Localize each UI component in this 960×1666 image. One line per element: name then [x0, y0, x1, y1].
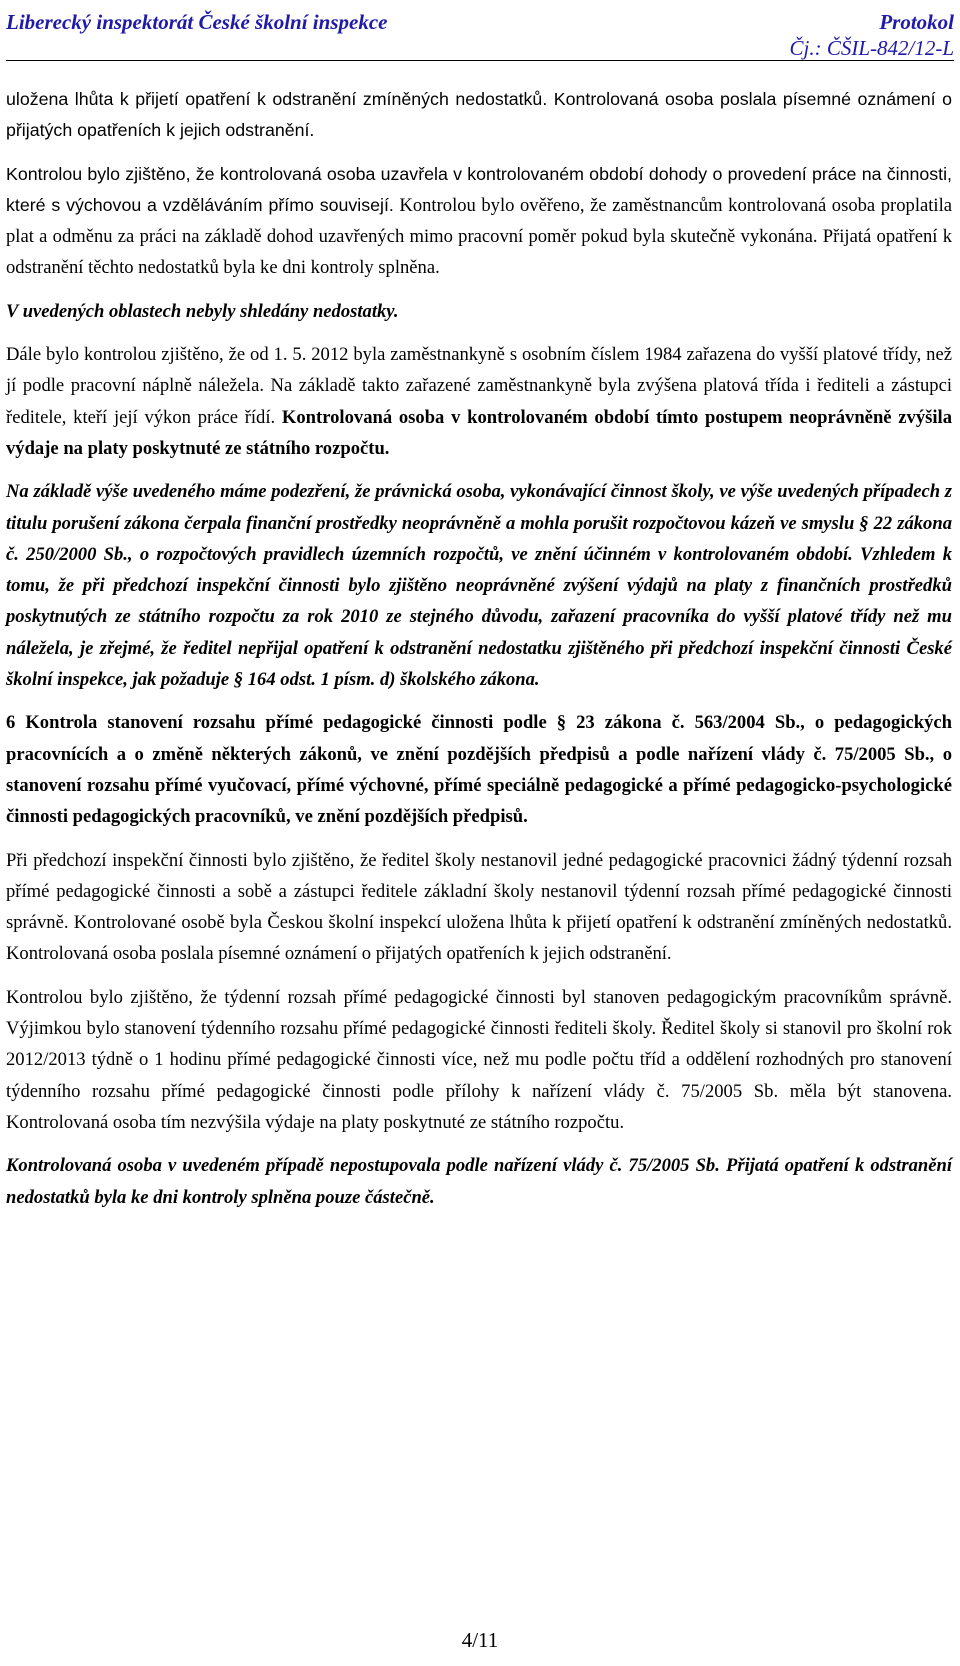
header-document-type: Protokol	[879, 10, 954, 34]
salary-class-text: Dále bylo kontrolou zjištěno, že od 1. 5. 2012 byla zaměstnankyně s osobním číslem 1984 zařazena do vyšší platové třídy, než jí podle pracovní náplně náležela. Na základě takto zařazené zaměstnankyně byla zvýšena platová třída i řediteli a zástupci ředitele, kteří její výkon práce řídí.	[6, 344, 952, 428]
paragraph-previous-inspection: Při předchozí inspekční činnosti bylo zjištěno, že ředitel školy nestanovil jedné pedagogické pracovnici žádný týdenní rozsah přímé pedagogické činnosti a sobě a zástupci ředitele základní školy nestanovil týdenní rozsah přímé pedagogické činnosti správně. Kontrolované osobě byla Českou školní inspekcí uložena lhůta k přijetí opatření k odstranění zmíněných nedostatků. Kontrolovaná osoba poslala písemné oznámení o přijatých opatřeních k jejich odstranění.	[6, 849, 952, 965]
header-inspectorate: Liberecký inspektorát České školní inspekce	[6, 10, 388, 34]
section-heading-6: 6 Kontrola stanovení rozsahu přímé pedagogické činnosti podle § 23 zákona č. 563/2004 Sb., o pedagogických pracovnících a o změně některých zákonů, ve znění pozdějších předpisů a podle nařízení vlády č. 75/2005 Sb., o stanovení rozsahu přímé vyučovací, přímé výchovné, přímé speciálně pedagogické a přímé pedagogicko-psychologické činnosti pedagogických pracovníků, ve znění pozdějších předpisů.	[6, 712, 952, 828]
paragraph-salary-class	[6, 339, 952, 464]
paragraph-agreements	[6, 159, 952, 284]
salary-class-finding: Kontrolovaná osoba v kontrolovaném období tímto postupem neoprávněně zvýšila výdaje na platy poskytnuté ze státního rozpočtu.	[6, 406, 952, 459]
paragraph-deadline-notice: uložena lhůta k přijetí opatření k odstranění zmíněných nedostatků. Kontrolovaná osoba poslala písemné oznámení o přijatých opatřeních k jejich odstranění.	[6, 89, 952, 141]
agreements-text-b: Kontrolou bylo ověřeno, že zaměstnancům kontrolovaná osoba proplatila plat a odměnu za práci na základě dohod uzavřených mimo pracovní poměr pokud byla skutečně vykonána. Přijatá opatření k odstranění těchto nedostatků byla ke dni kontroly splněna.	[6, 194, 952, 279]
paragraph-weekly-scope: Kontrolou bylo zjištěno, že týdenní rozsah přímé pedagogické činnosti byl stanoven pedagogickým pracovníkům správně. Výjimkou bylo stanovení týdenního rozsahu přímé pedagogické činnosti řediteli školy. Ředitel školy si stanovil pro školní rok 2012/2013 týdně o 1 hodinu přímé pedagogické činnosti více, než mu podle počtu tříd a oddělení rozhodných pro stanovení týdenního rozsahu přímé pedagogické činnosti podle přílohy k nařízení vlády č. 75/2005 Sb. měla být stanovena. Kontrolovaná osoba tím nezvýšila výdaje na platy poskytnuté ze státního rozpočtu.	[6, 986, 952, 1133]
paragraph-conclusion: Kontrolovaná osoba v uvedeném případě nepostupovala podle nařízení vlády č. 75/2005 Sb. Přijatá opatření k odstranění nedostatků byla ke dni kontroly splněna pouze částečně.	[6, 1155, 952, 1208]
page-header	[6, 4, 954, 61]
agreements-text-a: Kontrolou bylo zjištěno, že kontrolovaná osoba uzavřela v kontrolovaném období dohody o provedení práce na činnosti, které s výchovou a vzděláváním přímo souvisejí.	[6, 163, 952, 215]
header-reference-number: Čj.: ČŠIL-842/12-L	[789, 36, 954, 60]
paragraph-no-deficiencies: V uvedených oblastech nebyly shledány nedostatky.	[6, 300, 399, 322]
paragraph-suspicion: Na základě výše uvedeného máme podezření, že právnická osoba, vykonávající činnost školy, ve výše uvedených případech z titulu porušení zákona čerpala finanční prostředky neoprávněně a mohla porušit rozpočtovou kázeň ve smyslu § 22 zákona č. 250/2000 Sb., o rozpočtových pravidlech územních rozpočtů, ve znění účinném v kontrolovaném období. Vzhledem k tomu, že při předchozí inspekční činnosti bylo zjištěno neoprávněné zvýšení výdajů na platy z finančních prostředků poskytnutých ze státního rozpočtu za rok 2010 ze stejného důvodu, zařazení pracovníka do vyšší platové třídy než mu náležela, je zřejmé, že ředitel nepřijal opatření k odstranění nedostatku zjištěného při předchozí inspekční činnosti České školní inspekce, jak požaduje § 164 odst. 1 písm. d) školského zákona.	[6, 481, 952, 691]
document-body	[6, 84, 952, 1225]
page-number: 4/11	[461, 1628, 499, 1652]
